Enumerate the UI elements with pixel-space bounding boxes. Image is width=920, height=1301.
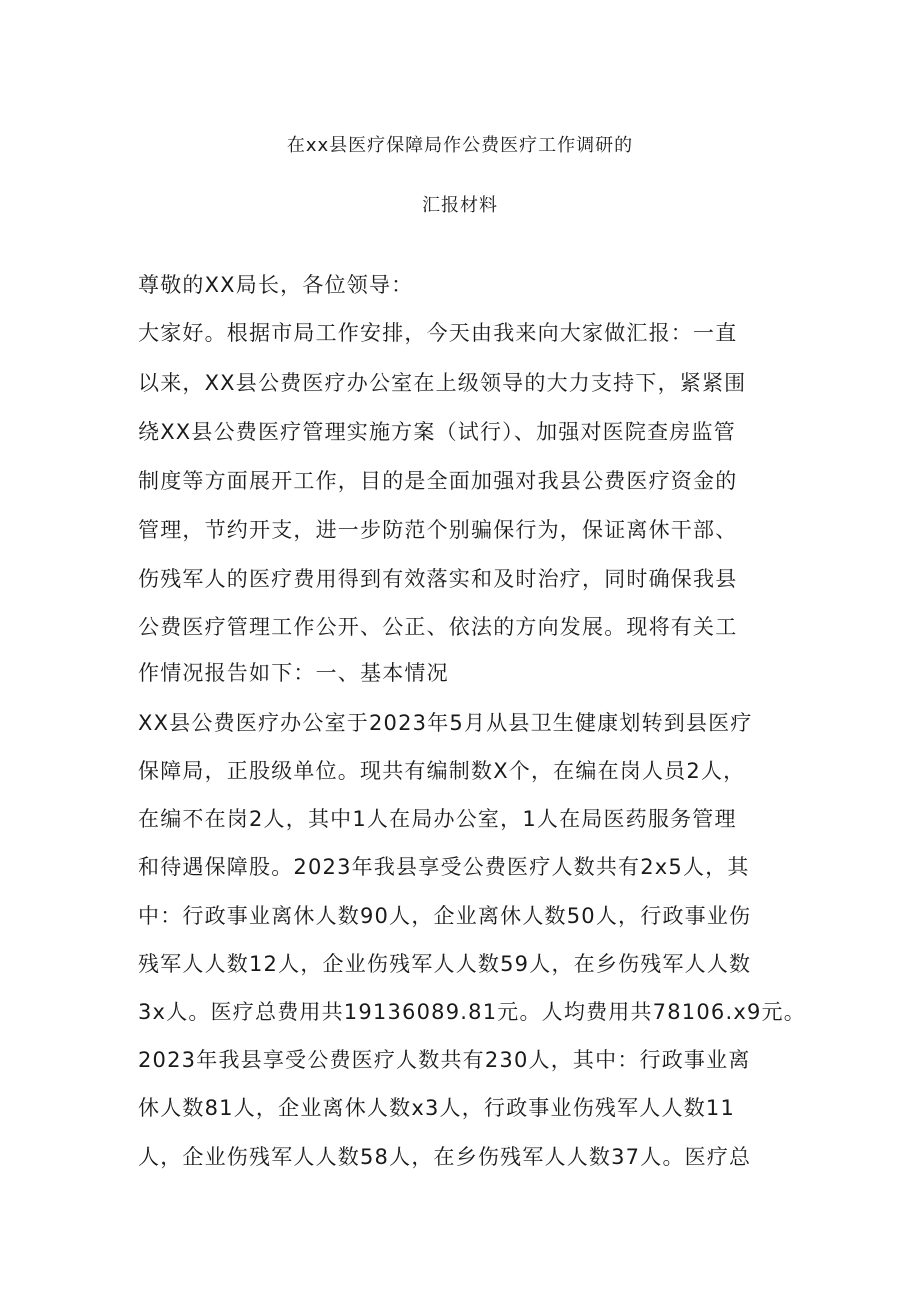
- body-line: XX县公费医疗办公室于2023年5月从县卫生健康划转到县医疗: [138, 711, 753, 735]
- body-line: 和待遇保障股。2023年我县享受公费医疗人数共有2x5人，其: [138, 855, 750, 879]
- body-line: 伤残军人的医疗费用得到有效落实和及时治疗，同时确保我县: [138, 567, 738, 591]
- body-line: 制度等方面展开工作，目的是全面加强对我县公费医疗资金的: [138, 469, 738, 493]
- body-line: 管理，节约开支，进一步防范个别骗保行为，保证离休干部、: [138, 518, 738, 542]
- body-line: 在编不在岗2人，其中1人在局办公室，1人在局医药服务管理: [138, 807, 737, 831]
- body-line: 保障局，正股级单位。现共有编制数X个，在编在岗人员2人，: [138, 759, 746, 783]
- body-line: 残军人人数12人，企业伤残军人人数59人，在乡伤残军人人数: [138, 952, 752, 976]
- body-line: 2023年我县享受公费医疗人数共有230人，其中：行政事业离: [138, 1048, 751, 1072]
- document-title-line-1: 在xx县医疗保障局作公费医疗工作调研的: [286, 135, 634, 156]
- body-line: 休人数81人，企业离休人数x3人，行政事业伤残军人人数11: [138, 1096, 736, 1120]
- body-line: 人，企业伤残军人人数58人，在乡伤残军人人数37人。医疗总: [138, 1145, 752, 1169]
- body-line: 中：行政事业离休人数90人，企业离休人数50人，行政事业伤: [138, 904, 752, 928]
- document-title-line-2: 汇报材料: [422, 195, 498, 216]
- body-line: 3x人。医疗总费用共19136089.81元。人均费用共78106.x9元。: [138, 1000, 806, 1024]
- salutation: 尊敬的XX局长，各位领导：: [138, 273, 414, 297]
- body-line: 公费医疗管理工作公开、公正、依法的方向发展。现将有关工: [138, 615, 738, 639]
- section-heading-line: 作情况报告如下：一、基本情况: [138, 661, 449, 685]
- body-line: 大家好。根据市局工作安排，今天由我来向大家做汇报：一直: [138, 321, 738, 345]
- body-line: 绕XX县公费医疗管理实施方案（试行）、加强对医院查房监管: [138, 420, 736, 444]
- body-line: 以来，XX县公费医疗办公室在上级领导的大力支持下，紧紧围: [138, 371, 747, 395]
